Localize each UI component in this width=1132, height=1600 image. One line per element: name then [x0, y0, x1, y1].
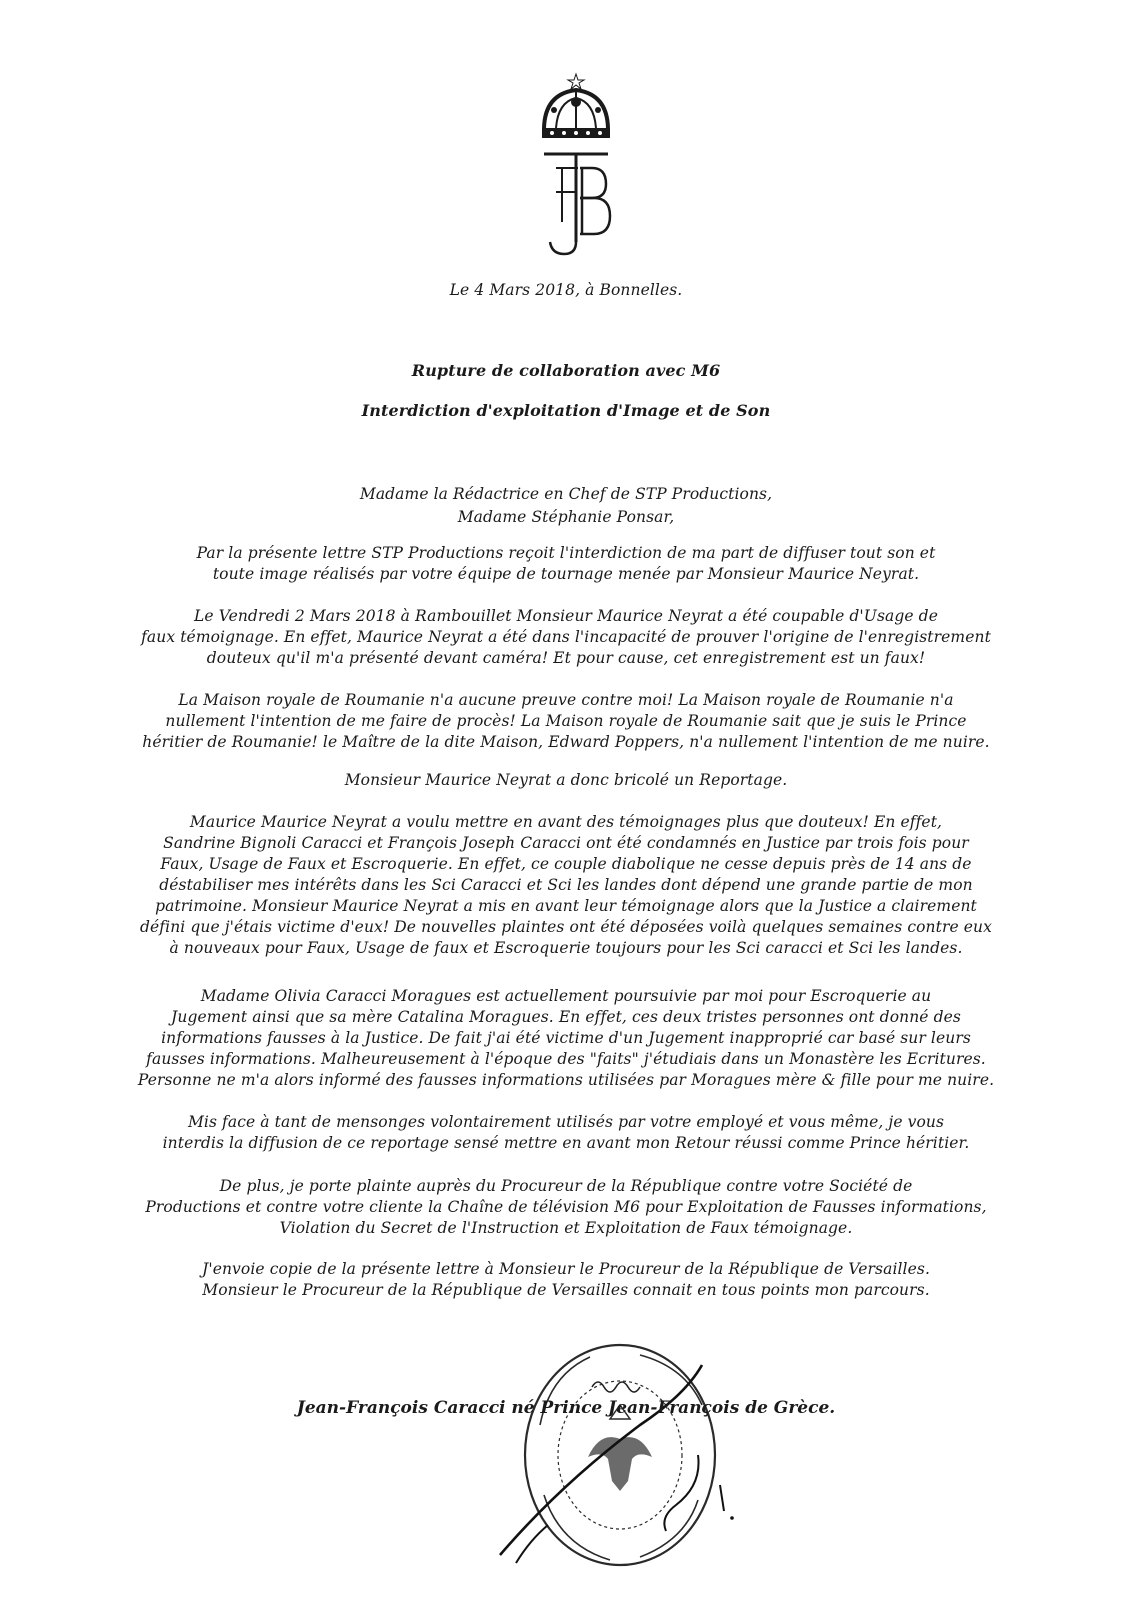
paragraph-line: De plus, je porte plainte auprès du Procureur de la République contre votre Société de: [219, 1177, 913, 1195]
paragraph-line: douteux qu'il m'a présenté devant caméra! Et pour cause, cet enregistrement est un faux!: [206, 649, 926, 667]
paragraph-line: Mis face à tant de mensonges volontairement utilisés par votre employé et vous même, je vous: [187, 1113, 945, 1131]
paragraph-line: Maurice Maurice Neyrat a voulu mettre en avant des témoignages plus que douteux! En effet,: [189, 813, 943, 831]
subject-line-2: Interdiction d'exploitation d'Image et de Son: [361, 401, 771, 420]
paragraph-line: Par la présente lettre STP Productions reçoit l'interdiction de ma part de diffuser tout son et: [196, 544, 936, 562]
crown-monogram-icon: [538, 72, 614, 262]
paragraph-line: Le Vendredi 2 Mars 2018 à Rambouillet Monsieur Maurice Neyrat a été coupable d'Usage de: [194, 607, 938, 625]
paragraph-line: interdis la diffusion de ce reportage sensé mettre en avant mon Retour réussi comme Prince héritier.: [162, 1134, 970, 1152]
paragraph-line: Violation du Secret de l'Instruction et Exploitation de Faux témoignage.: [279, 1219, 853, 1237]
paragraph-line: nullement l'intention de me faire de procès! La Maison royale de Roumanie sait que je suis le Prince: [165, 712, 967, 730]
paragraph-line: fausses informations. Malheureusement à l'époque des "faits" j'étudiais dans un Monastère les Ecritures.: [146, 1050, 986, 1068]
addressee-line-1: Madame la Rédactrice en Chef de STP Productions,: [359, 485, 773, 503]
paragraph-line: Monsieur le Procureur de la République de Versailles connait en tous points mon parcours.: [202, 1281, 930, 1299]
paragraph-line: Sandrine Bignoli Caracci et François Joseph Caracci ont été condamnés en Justice par trois fois pour: [163, 834, 969, 852]
paragraph-line: Personne ne m'a alors informé des fausses informations utilisées par Moragues mère & fille pour me nuire.: [137, 1071, 995, 1089]
paragraph-line: Faux, Usage de Faux et Escroquerie. En effet, ce couple diabolique ne cesse depuis près de 14 ans de: [160, 855, 972, 873]
paragraph-line: faux témoignage. En effet, Maurice Neyrat a été dans l'incapacité de prouver l'origine de l'enregistrement: [141, 628, 991, 646]
paragraph-line: Jugement ainsi que sa mère Catalina Moragues. En effet, ces deux tristes personnes ont donné des: [171, 1008, 961, 1026]
paragraph-line: héritier de Roumanie! le Maître de la dite Maison, Edward Poppers, n'a nullement l'intention de me nuire.: [142, 733, 990, 751]
paragraph-line: Monsieur Maurice Neyrat a donc bricolé un Reportage.: [344, 771, 788, 789]
seal-stamp-icon: [470, 1335, 770, 1575]
paragraph-line: Madame Olivia Caracci Moragues est actuellement poursuivie par moi pour Escroquerie au: [200, 987, 932, 1005]
paragraph-line: défini que j'étais victime d'eux! De nouvelles plaintes ont été déposées voilà quelques semaines contre eux: [140, 918, 992, 936]
paragraph-line: J'envoie copie de la présente lettre à Monsieur le Procureur de la République de Versailles.: [202, 1260, 930, 1278]
addressee-line-2: Madame Stéphanie Ponsar,: [457, 508, 675, 526]
paragraph-line: à nouveaux pour Faux, Usage de faux et Escroquerie toujours pour les Sci caracci et Sci les landes.: [169, 939, 963, 957]
letter-date: Le 4 Mars 2018, à Bonnelles.: [449, 281, 683, 299]
paragraph-line: déstabiliser mes intérêts dans les Sci Caracci et Sci les landes dont dépend une grande partie de mon: [159, 876, 973, 894]
signature-name: Jean-François Caracci né Prince Jean-François de Grèce.: [296, 1398, 836, 1418]
subject-line-1: Rupture de collaboration avec M6: [411, 361, 721, 380]
paragraph-line: toute image réalisés par votre équipe de tournage menée par Monsieur Maurice Neyrat.: [212, 565, 920, 583]
paragraph-line: patrimoine. Monsieur Maurice Neyrat a mis en avant leur témoignage alors que la Justice a clairement: [155, 897, 977, 915]
paragraph-line: informations fausses à la Justice. De fait j'ai été victime d'un Jugement inapproprié car basé sur leurs: [161, 1029, 971, 1047]
paragraph-line: La Maison royale de Roumanie n'a aucune preuve contre moi! La Maison royale de Roumanie n'a: [178, 691, 954, 709]
paragraph-line: Productions et contre votre cliente la Chaîne de télévision M6 pour Exploitation de Fausses informations,: [145, 1198, 987, 1216]
